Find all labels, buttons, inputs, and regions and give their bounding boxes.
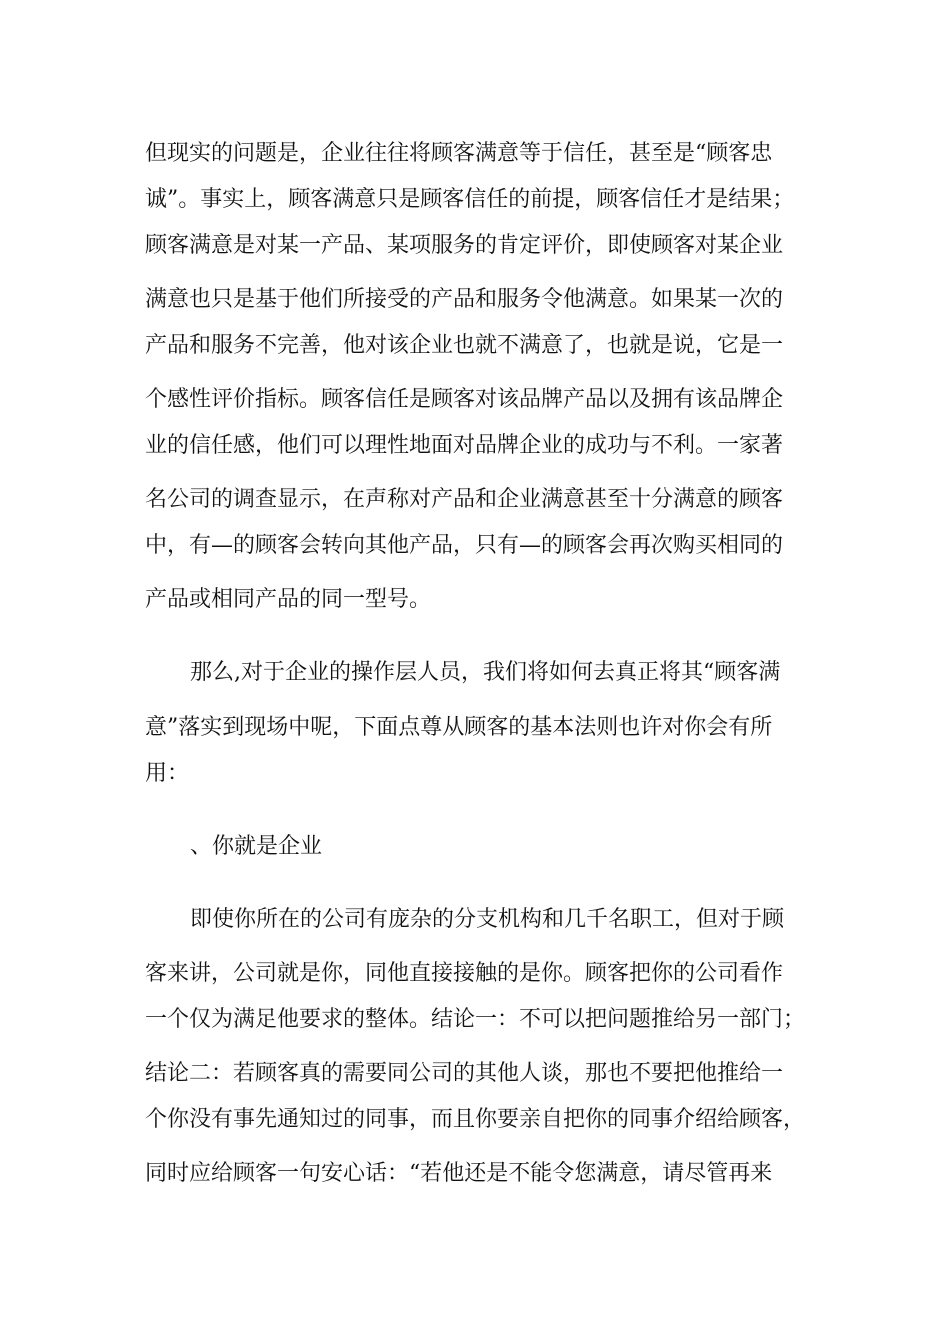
paragraph-2-line-3: 用：: [145, 761, 190, 786]
paragraph-1-line-9: 中，有—的顾客会转向其他产品，只有—的顾客会再次购买相同的: [145, 533, 784, 558]
paragraph-1-line-4: 满意也只是基于他们所接受的产品和服务令他满意。如果某一次的: [145, 287, 784, 312]
paragraph-2-line-1: 那么,对于企业的操作层人员，我们将如何去真正将其“顾客满: [190, 660, 781, 685]
paragraph-4-line-1: 即使你所在的公司有庞杂的分支机构和几千名职工，但对于顾: [190, 907, 785, 932]
paragraph-1-line-10: 产品或相同产品的同一型号。: [145, 587, 432, 612]
paragraph-1-line-2: 诚”。事实上，顾客满意只是顾客信任的前提，顾客信任才是结果；: [145, 187, 795, 212]
paragraph-4-line-2: 客来讲，公司就是你，同他直接接触的是你。顾客把你的公司看作: [145, 961, 784, 986]
paragraph-4-line-3: 一个仅为满足他要求的整体。结论一：不可以把问题推给另一部门；: [145, 1007, 806, 1032]
paragraph-4-line-4: 结论二：若顾客真的需要同公司的其他人谈，那也不要把他推给一: [145, 1061, 784, 1086]
paragraph-1-line-8: 名公司的调查显示，在声称对产品和企业满意甚至十分满意的顾客: [145, 487, 784, 512]
paragraph-1-line-3: 顾客满意是对某一产品、某项服务的肯定评价，即使顾客对某企业: [145, 233, 784, 258]
paragraph-1-line-5: 产品和服务不完善，他对该企业也就不满意了，也就是说，它是一: [145, 333, 784, 358]
paragraph-1-line-1: 但现实的问题是，企业往往将顾客满意等于信任，甚至是“顾客忠: [145, 141, 773, 166]
section-heading: 、你就是企业: [190, 834, 323, 859]
paragraph-4-line-5: 个你没有事先通知过的同事，而且你要亲自把你的同事介绍给顾客，: [145, 1107, 806, 1132]
paragraph-1-line-6: 个感性评价指标。顾客信任是顾客对该品牌产品以及拥有该品牌企: [145, 387, 784, 412]
paragraph-2-line-2: 意”落实到现场中呢，下面点尊从顾客的基本法则也许对你会有所: [145, 715, 773, 740]
paragraph-4-line-6: 同时应给顾客一句安心话：“若他还是不能令您满意，请尽管再来: [145, 1161, 773, 1186]
paragraph-1-line-7: 业的信任感，他们可以理性地面对品牌企业的成功与不利。一家著: [145, 433, 784, 458]
